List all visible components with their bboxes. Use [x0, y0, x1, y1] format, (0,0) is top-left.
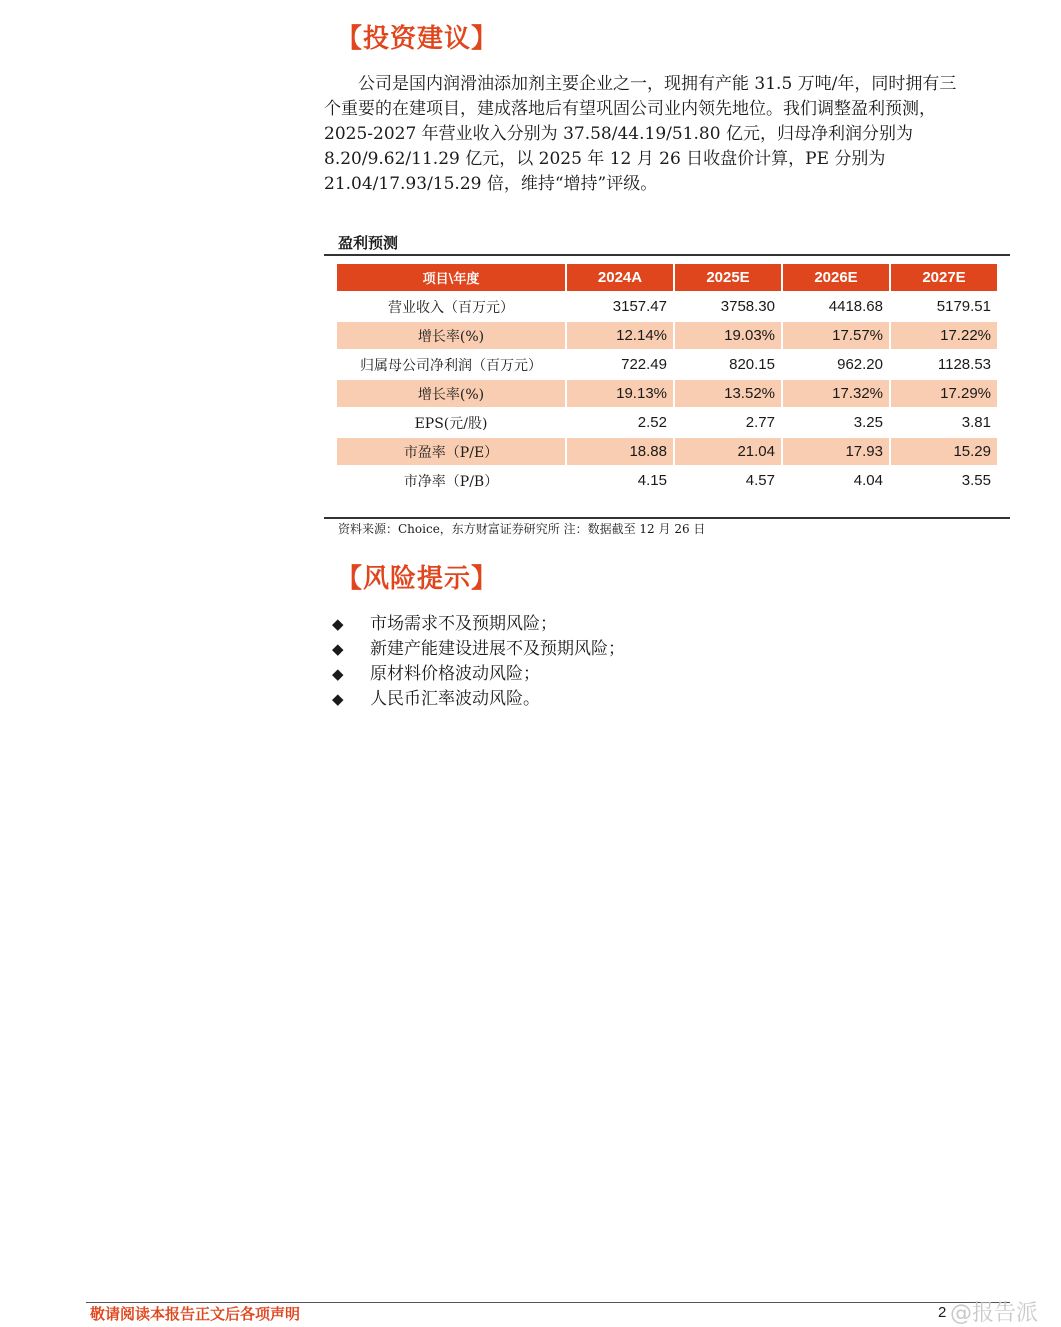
table-cell: 820.15	[729, 356, 775, 373]
paragraph-line: 个重要的在建项目，建成落地后有望巩固公司业内领先地位。我们调整盈利预测，	[324, 99, 936, 119]
row-label: 营业收入（百万元）	[388, 299, 514, 316]
header-cell: 2026E	[783, 264, 889, 291]
table-bottom-rule	[324, 517, 1010, 519]
row-label: 市盈率（P/E）	[337, 438, 565, 465]
table-cell: 2.77	[745, 414, 775, 431]
row-label: 增长率(%)	[337, 322, 565, 349]
table-cell: 19.13%	[567, 380, 673, 407]
risk-section-title: 【风险提示】	[336, 564, 499, 594]
header-cell: 2027E	[891, 264, 997, 291]
list-item	[332, 687, 625, 712]
table-cell: 3758.30	[720, 298, 775, 315]
table-cell: 4418.68	[828, 298, 883, 315]
row-label: 归属母公司净利润（百万元）	[360, 357, 542, 374]
row-label: 市净率（P/B）	[403, 473, 499, 490]
risk-item-text: 人民币汇率波动风险。	[370, 689, 540, 709]
table-cell: 17.57%	[783, 322, 889, 349]
paragraph-line: 2025-2027 年营业收入分别为 37.58/44.19/51.80 亿元，归母净利润分别为	[324, 124, 913, 144]
footer-disclaimer: 敬请阅读本报告正文后各项声明	[90, 1305, 301, 1323]
diamond-bullet-icon: ◆	[332, 690, 344, 708]
table-cell: 4.57	[745, 472, 775, 489]
paragraph-line: 公司是国内润滑油添加剂主要企业之一，现拥有产能 31.5 万吨/年，同时拥有三	[358, 74, 957, 94]
table-cell: 3.81	[961, 414, 991, 431]
table-cell: 17.22%	[891, 322, 997, 349]
table-cell: 4.15	[637, 472, 667, 489]
table-cell: 13.52%	[675, 380, 781, 407]
diamond-bullet-icon: ◆	[332, 615, 344, 633]
table-row	[337, 351, 997, 378]
table-cell: 21.04	[675, 438, 781, 465]
table-cell: 962.20	[837, 356, 883, 373]
table-row	[337, 380, 997, 407]
investment-section-title: 【投资建议】	[336, 24, 499, 54]
table-cell: 17.32%	[783, 380, 889, 407]
list-item	[332, 662, 625, 687]
row-label: EPS(元/股)	[414, 415, 488, 432]
page-number: 2	[938, 1304, 947, 1321]
header-cell: 项目\年度	[337, 264, 565, 291]
paragraph-line: 8.20/9.62/11.29 亿元，以 2025 年 12 月 26 日收盘价计算，PE 分别为	[324, 149, 886, 169]
table-row	[337, 438, 997, 465]
table-cell: 17.29%	[891, 380, 997, 407]
watermark: @报告派	[950, 1301, 1039, 1326]
table-row	[337, 409, 997, 436]
table-cell: 15.29	[891, 438, 997, 465]
forecast-table	[335, 262, 999, 496]
table-source-note: 资料来源：Choice，东方财富证券研究所 注：数据截至 12 月 26 日	[338, 522, 706, 536]
table-cell: 4.04	[853, 472, 883, 489]
table-cell: 3157.47	[612, 298, 667, 315]
table-cell: 18.88	[567, 438, 673, 465]
table-cell: 722.49	[621, 356, 667, 373]
risk-item-text: 市场需求不及预期风险；	[370, 614, 557, 634]
table-header-row	[337, 264, 997, 291]
table-row	[337, 293, 997, 320]
risk-item-text: 新建产能建设进展不及预期风险；	[370, 639, 625, 659]
risk-item-text: 原材料价格波动风险；	[370, 664, 540, 684]
risk-list	[332, 612, 625, 712]
table-cell: 3.25	[853, 414, 883, 431]
forecast-table-title: 盈利预测	[338, 234, 399, 252]
header-cell: 2024A	[567, 264, 673, 291]
table-cell: 12.14%	[567, 322, 673, 349]
row-label: 增长率(%)	[337, 380, 565, 407]
diamond-bullet-icon: ◆	[332, 640, 344, 658]
header-cell: 2025E	[675, 264, 781, 291]
table-cell: 3.55	[961, 472, 991, 489]
table-top-rule	[324, 254, 1010, 256]
table-row	[337, 467, 997, 494]
diamond-bullet-icon: ◆	[332, 665, 344, 683]
table-cell: 1128.53	[937, 356, 991, 373]
list-item	[332, 612, 625, 637]
table-cell: 17.93	[783, 438, 889, 465]
table-row	[337, 322, 997, 349]
paragraph-line: 21.04/17.93/15.29 倍，维持“增持”评级。	[324, 174, 658, 194]
list-item	[332, 637, 625, 662]
investment-paragraph	[324, 72, 1010, 197]
table-cell: 19.03%	[675, 322, 781, 349]
table-cell: 2.52	[637, 414, 667, 431]
table-cell: 5179.51	[936, 298, 991, 315]
